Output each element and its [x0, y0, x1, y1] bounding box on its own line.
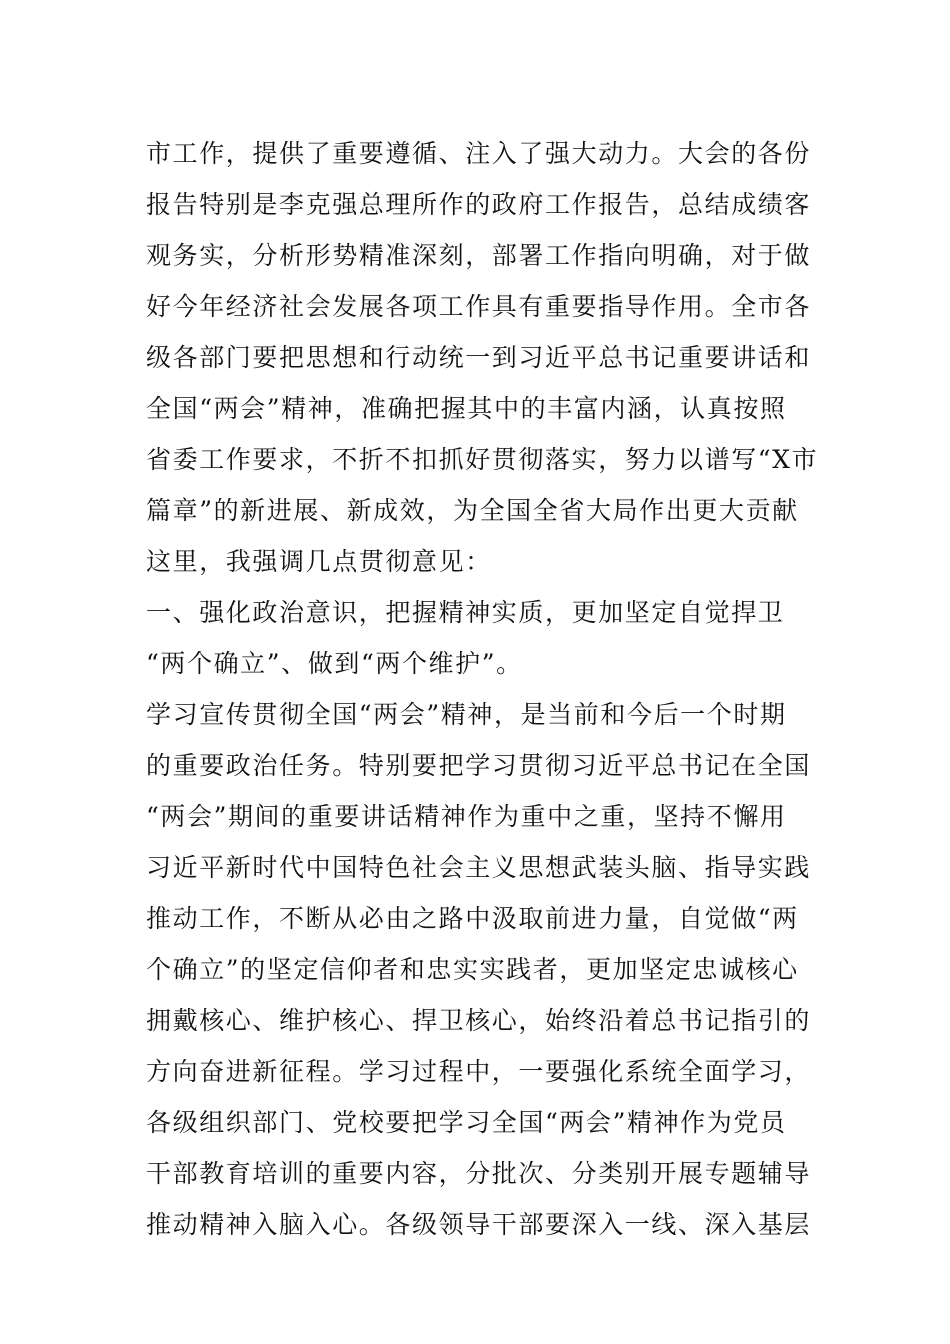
- text-line: 学习宣传贯彻全国“两会”精神，是当前和今后一个时期: [146, 700, 787, 729]
- text-line: 好今年经济社会发展各项工作具有重要指导作用。全市各: [146, 292, 812, 321]
- text-line: 观务实，分析形势精准深刻，部署工作指向明确，对于做: [146, 241, 812, 270]
- text-line: 拥戴核心、维护核心、捍卫核心，始终沿着总书记指引的: [146, 1006, 812, 1035]
- text-line: 推动工作，不断从必由之路中汲取前进力量，自觉做“两: [146, 904, 799, 933]
- section-heading-line: 一、强化政治意识，把握精神实质，更加坚定自觉捍卫: [146, 598, 785, 627]
- text-line: 推动精神入脑入心。各级领导干部要深入一线、深入基层: [146, 1210, 812, 1239]
- text-line: “两会”期间的重要讲话精神作为重中之重，坚持不懈用: [146, 802, 787, 831]
- section-heading-line: “两个确立”、做到“两个维护”。: [146, 649, 523, 678]
- text-line: 干部教育培训的重要内容，分批次、分类别开展专题辅导: [146, 1159, 812, 1188]
- text-line: 报告特别是李克强总理所作的政府工作报告，总结成绩客: [146, 190, 812, 219]
- text-line: 的重要政治任务。特别要把学习贯彻习近平总书记在全国: [146, 751, 812, 780]
- text-line: 市工作，提供了重要遵循、注入了强大动力。大会的各份: [146, 139, 812, 168]
- text-line: 篇章”的新进展、新成效，为全国全省大局作出更大贡献: [146, 496, 799, 525]
- text-line: 全国“两会”精神，准确把握其中的丰富内涵，认真按照: [146, 394, 787, 423]
- text-line: 省委工作要求，不折不扣抓好贯彻落实，努力以谱写“X市: [146, 445, 819, 474]
- text-line: 这里，我强调几点贯彻意见：: [146, 547, 492, 576]
- text-line: 各级组织部门、党校要把学习全国“两会”精神作为党员: [146, 1108, 787, 1137]
- text-line: 方向奋进新征程。学习过程中，一要强化系统全面学习，: [146, 1057, 812, 1086]
- text-line: 习近平新时代中国特色社会主义思想武装头脑、指导实践: [146, 853, 812, 882]
- text-line: 级各部门要把思想和行动统一到习近平总书记重要讲话和: [146, 343, 812, 372]
- text-line: 个确立”的坚定信仰者和忠实实践者，更加坚定忠诚核心: [146, 955, 799, 984]
